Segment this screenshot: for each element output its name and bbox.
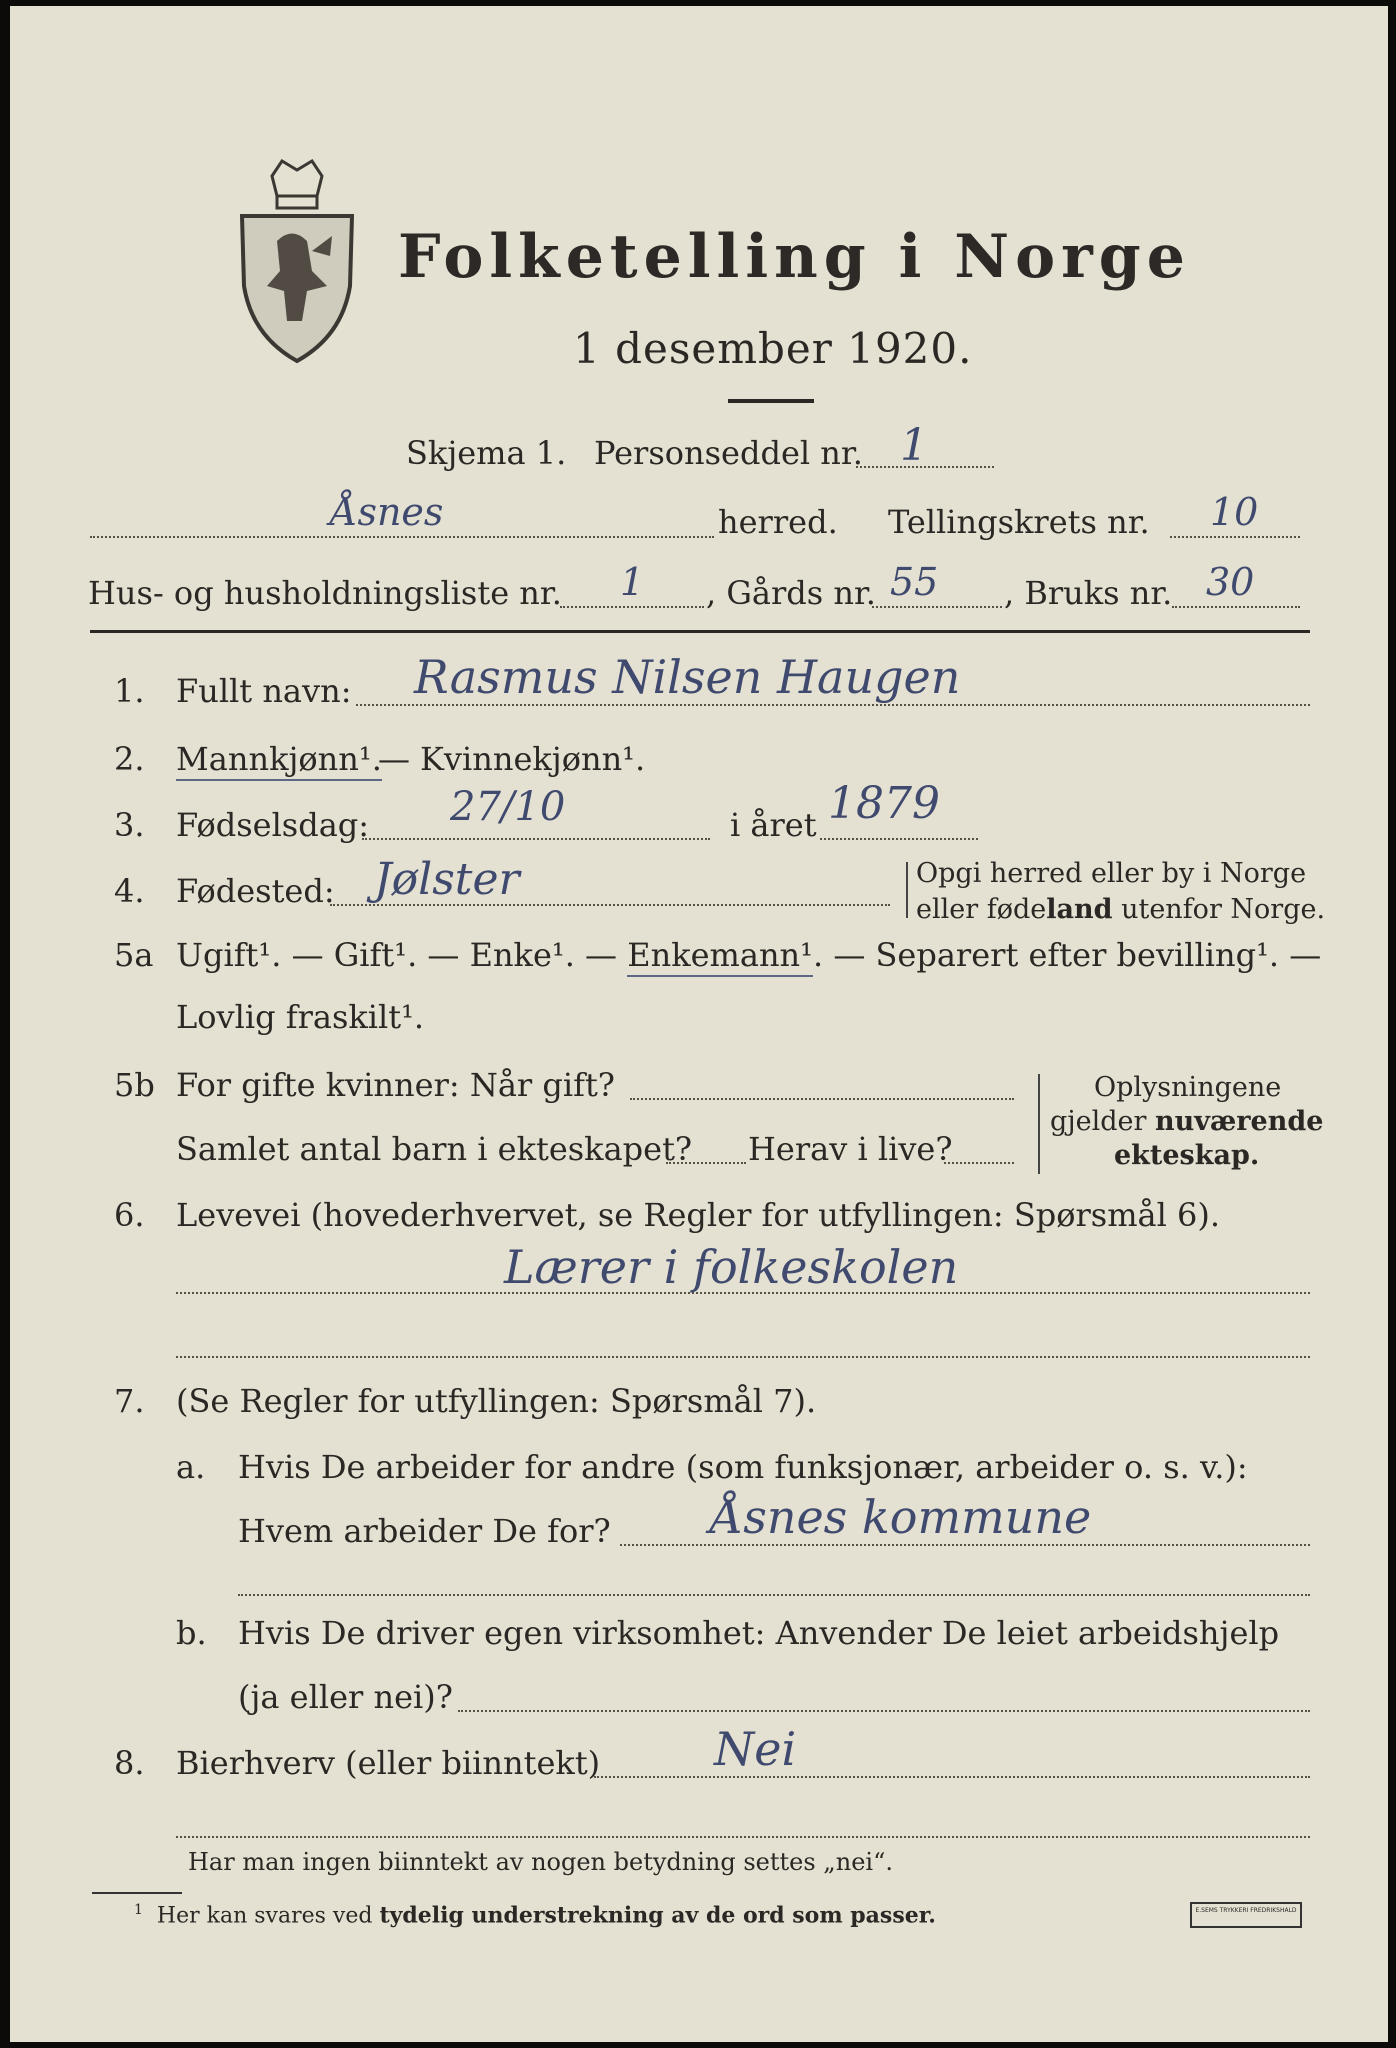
title-divider	[728, 399, 814, 403]
q7a-question: Hvem arbeider De for?	[238, 1512, 611, 1550]
q5a-line2[interactable]: Lovlig fraskilt¹.	[176, 998, 425, 1036]
q5b-children-field[interactable]	[666, 1162, 746, 1164]
q2-male-option[interactable]: Mannkjønn¹.	[176, 740, 382, 781]
husliste-value: 1	[620, 560, 645, 604]
q8-label: Bierhverv (eller biinntekt)	[176, 1744, 601, 1782]
personseddel-value: 1	[900, 420, 928, 471]
q1-field[interactable]	[356, 704, 1310, 706]
tellingskrets-field[interactable]	[1170, 536, 1300, 538]
gards-value: 55	[890, 560, 939, 604]
q6-number: 6.	[114, 1196, 145, 1234]
q5a-enkemann-option[interactable]: Enkemann¹	[627, 936, 813, 977]
q7-label: (Se Regler for utfyllingen: Spørsmål 7).	[176, 1382, 817, 1420]
bruks-label: , Bruks nr.	[1004, 574, 1173, 612]
q5a-number: 5a	[114, 936, 154, 974]
q5b-married-field[interactable]	[630, 1098, 1014, 1100]
bruks-value: 30	[1206, 560, 1255, 604]
q2-dash: —	[378, 740, 410, 778]
q4-value: Jølster	[374, 854, 520, 905]
q5a-options	[176, 936, 1321, 974]
q4-note-line1: Opgi herred eller by i Norge	[916, 858, 1307, 889]
q1-number: 1.	[114, 672, 145, 710]
header-rule	[90, 630, 1310, 633]
q8-field-2[interactable]	[176, 1836, 1310, 1838]
footer-note: Har man ingen biinntekt av nogen betydning settes „nei“.	[188, 1848, 893, 1876]
q3-year-field[interactable]	[820, 838, 978, 840]
norway-coat-of-arms-icon	[232, 156, 362, 366]
q7a-value: Åsnes kommune	[710, 1490, 1092, 1544]
tellingskrets-label: Tellingskrets nr.	[888, 503, 1150, 541]
q4-label: Fødested:	[176, 872, 335, 910]
q1-label: Fullt navn:	[176, 672, 352, 710]
q8-value: Nei	[714, 1722, 797, 1776]
gards-field[interactable]	[872, 606, 1002, 608]
q8-field[interactable]	[594, 1776, 1310, 1778]
q4-note-line2: eller fødeland utenfor Norge.	[916, 894, 1326, 925]
q2-female-option[interactable]: Kvinnekjønn¹.	[420, 740, 646, 778]
q4-number: 4.	[114, 872, 145, 910]
q5a-options-a[interactable]: Ugift¹. — Gift¹. — Enke¹. —	[176, 936, 628, 974]
q5b-label2: Samlet antal barn i ekteskapet?	[176, 1130, 693, 1168]
footnote: $^1$ Her kan svares ved tydelig understrekning av de ord som passer.	[134, 1902, 936, 1929]
herred-value: Åsnes	[330, 490, 444, 534]
q7a-text: Hvis De arbeider for andre (som funksjonær, arbeider o. s. v.):	[238, 1448, 1248, 1486]
q7b-letter: b.	[176, 1614, 207, 1652]
census-form-page	[10, 6, 1388, 2042]
footnote-rule	[92, 1892, 182, 1894]
q4-note-brace	[906, 862, 908, 918]
q3-label: Fødselsdag:	[176, 806, 370, 844]
q3-number: 3.	[114, 806, 145, 844]
husliste-label: Hus- og husholdningsliste nr.	[88, 574, 562, 612]
q3-value: 27/10	[450, 784, 566, 830]
q5a-options-c[interactable]: . — Separert efter bevilling¹. —	[812, 936, 1322, 974]
printer-stamp: E.SEMS TRYKKERI FREDRIKSHALD	[1190, 1902, 1302, 1928]
q5b-note-line1: Oplysningene	[1094, 1072, 1282, 1103]
herred-label: herred.	[718, 503, 838, 541]
q2-number: 2.	[114, 740, 145, 778]
q6-value: Lærer i folkeskolen	[504, 1240, 959, 1294]
q1-value: Rasmus Nilsen Haugen	[414, 650, 961, 704]
q5b-note-line3: ekteskap.	[1114, 1140, 1260, 1171]
q5b-note-line2: gjelder nuværende	[1050, 1106, 1324, 1137]
q7b-field[interactable]	[458, 1710, 1310, 1712]
q7b-text: Hvis De driver egen virksomhet: Anvender De leiet arbeidshjelp	[238, 1614, 1280, 1652]
form-title: Folketelling i Norge	[398, 222, 1191, 292]
q3-year-value: 1879	[828, 778, 940, 829]
personseddel-label: Personseddel nr.	[594, 434, 863, 472]
q7a-field-2[interactable]	[238, 1594, 1310, 1596]
q7-number: 7.	[114, 1382, 145, 1420]
q7a-field[interactable]	[620, 1544, 1310, 1546]
skjema-label: Skjema 1.	[406, 434, 567, 472]
gards-label: , Gårds nr.	[706, 574, 876, 612]
q3-day-field[interactable]	[362, 838, 710, 840]
q7a-letter: a.	[176, 1448, 206, 1486]
census-date: 1 desember 1920.	[573, 324, 973, 373]
q5b-alive-field[interactable]	[944, 1162, 1014, 1164]
q5b-number: 5b	[114, 1066, 155, 1104]
q5b-label3: Herav i live?	[748, 1130, 953, 1168]
q3-year-label: i året	[730, 806, 817, 844]
q5b-label1: For gifte kvinner: Når gift?	[176, 1066, 615, 1104]
herred-field[interactable]	[90, 536, 714, 538]
q8-number: 8.	[114, 1744, 145, 1782]
q5b-note-brace	[1038, 1074, 1040, 1174]
q6-label: Levevei (hovederhvervet, se Regler for utfyllingen: Spørsmål 6).	[176, 1196, 1221, 1234]
q7b-question: (ja eller nei)?	[238, 1678, 453, 1716]
bruks-field[interactable]	[1172, 606, 1300, 608]
q6-field-2[interactable]	[176, 1356, 1310, 1358]
husliste-field[interactable]	[560, 606, 704, 608]
tellingskrets-value: 10	[1210, 490, 1259, 534]
